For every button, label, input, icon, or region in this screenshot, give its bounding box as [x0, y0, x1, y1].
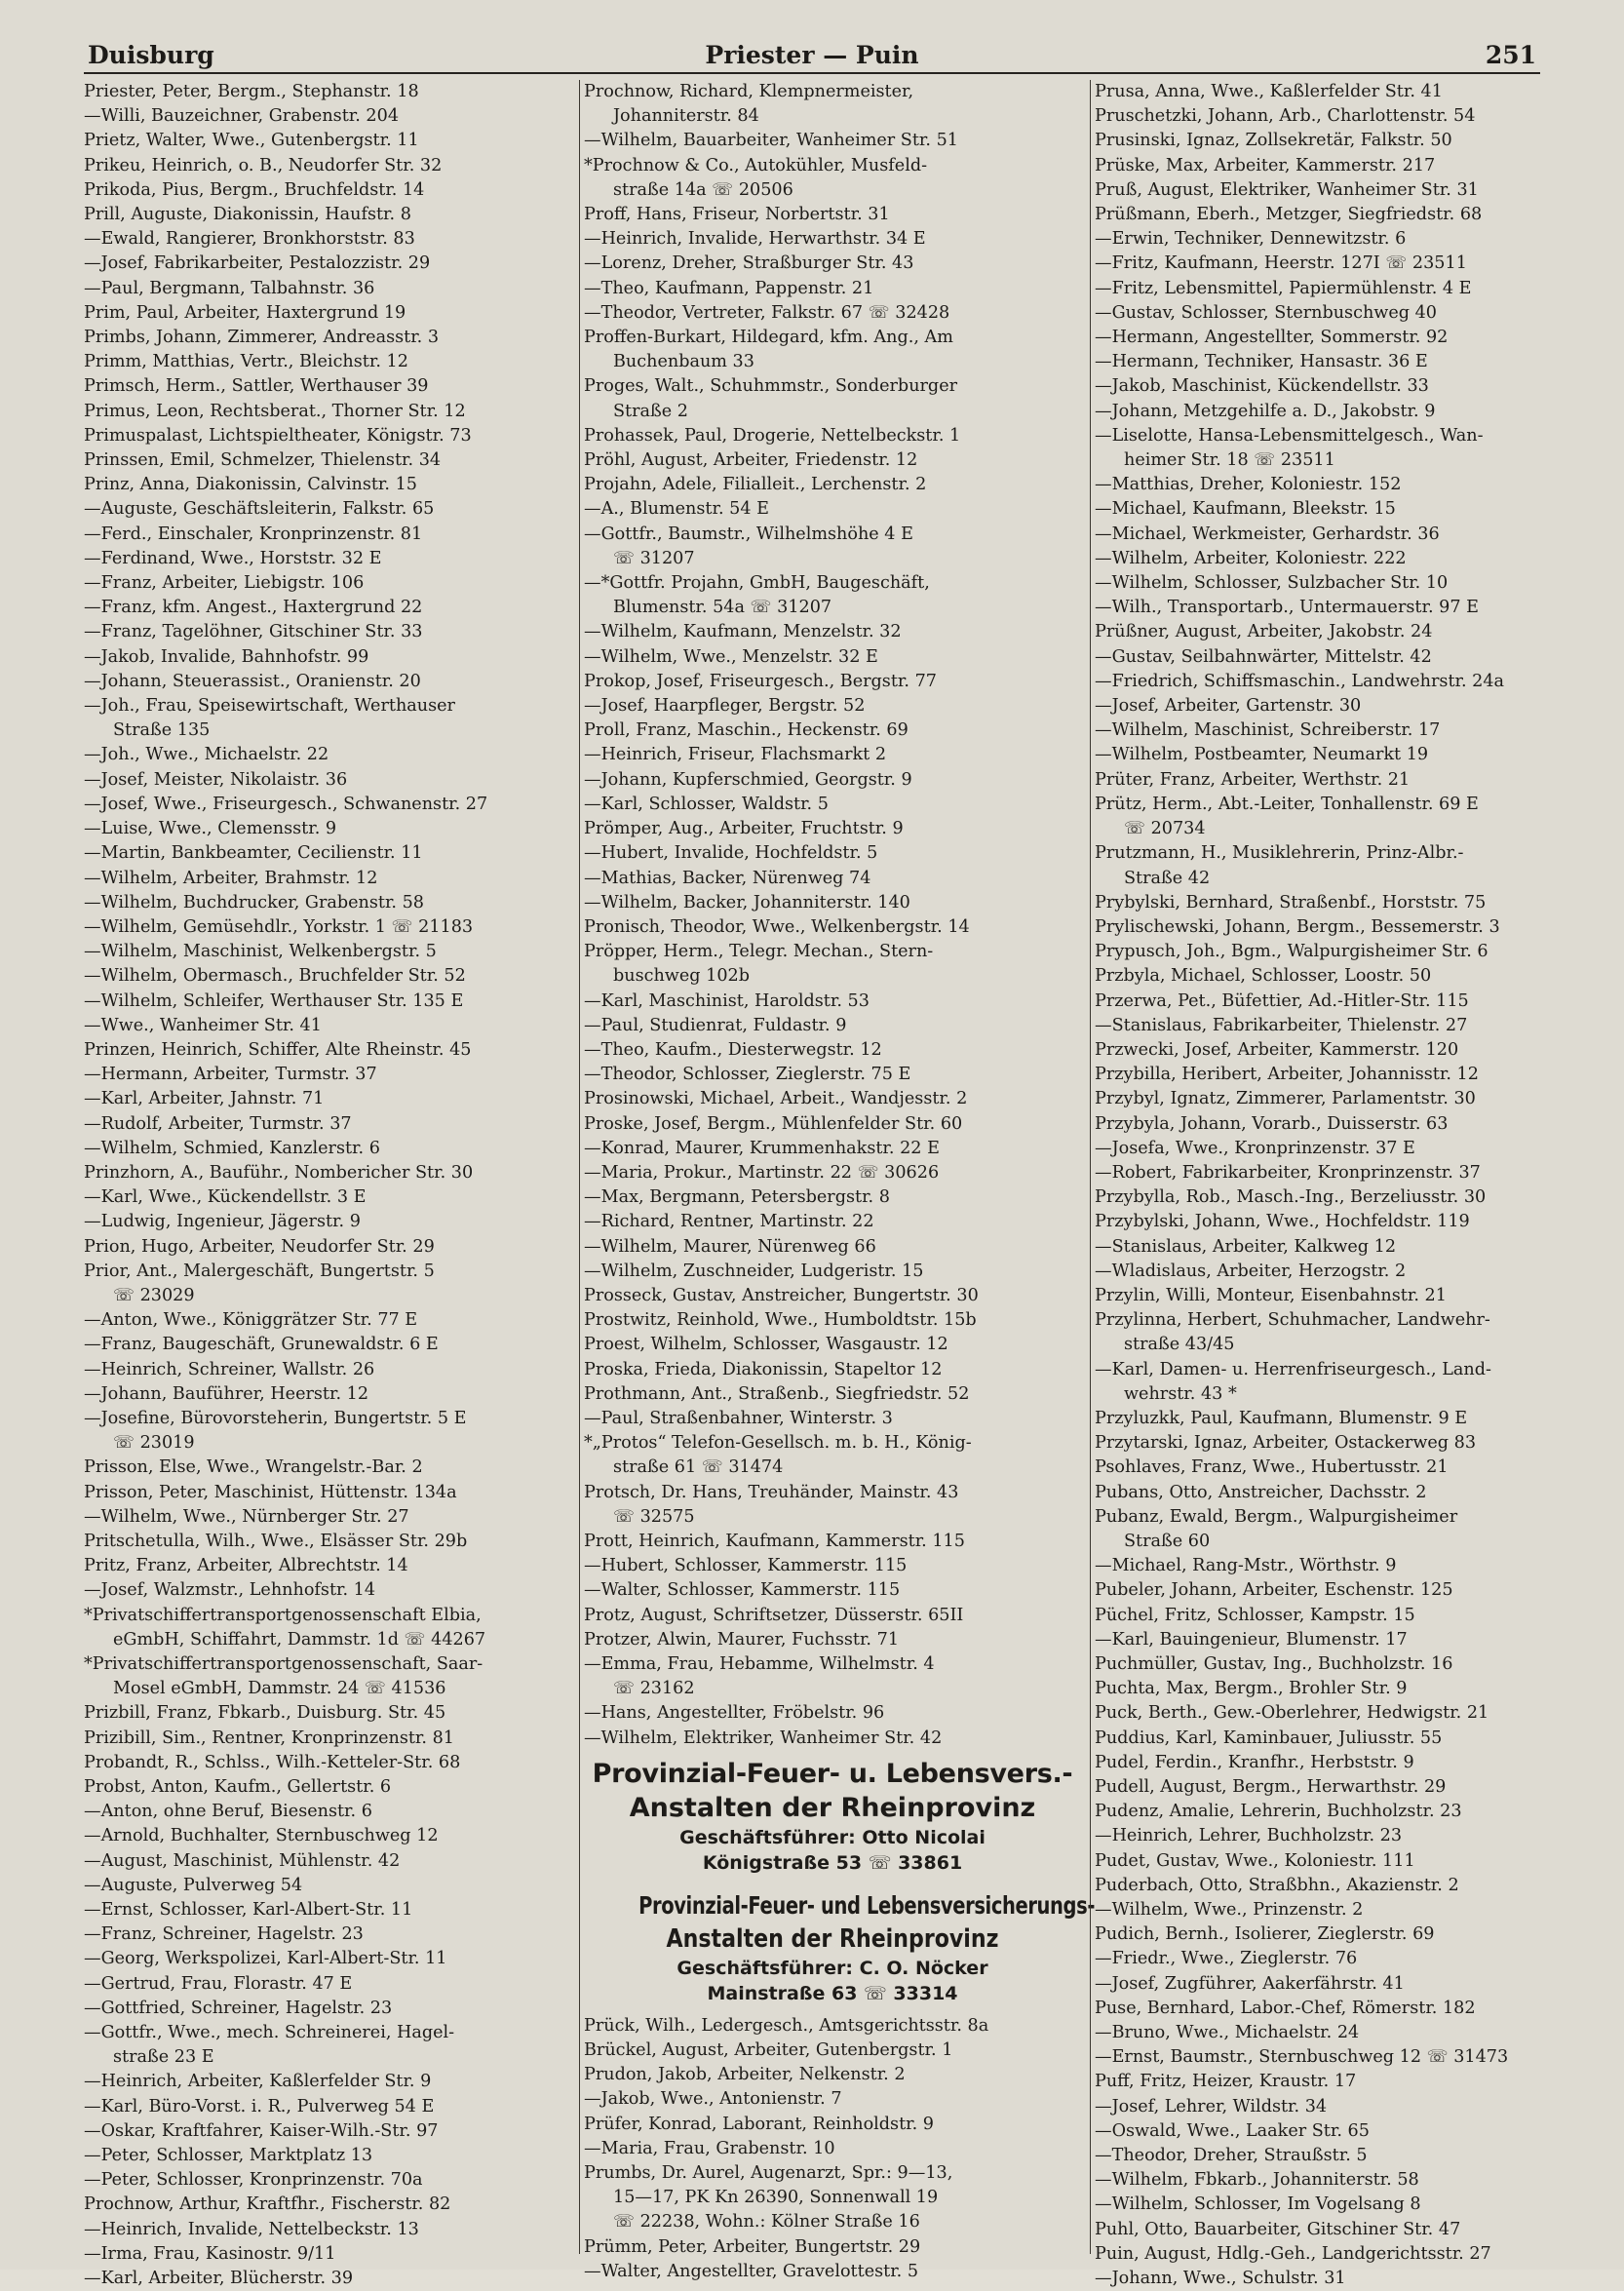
directory-entry: —Michael, Werkmeister, Gerhardstr. 36 [1095, 524, 1440, 544]
directory-entry: Protzer, Alwin, Maurer, Fuchsstr. 71 [584, 1629, 900, 1650]
directory-entry: —Wilhelm, Maschinist, Schreiberstr. 17 [1095, 720, 1441, 741]
directory-entry: Pronisch, Theodor, Wwe., Welkenbergstr. 14 [584, 916, 970, 937]
directory-entry: —Theodor, Vertreter, Falkstr. 67 ☏ 32428 [584, 302, 950, 323]
directory-entry: —Martin, Bankbeamter, Cecilienstr. 11 [84, 843, 423, 864]
directory-entry: —Wilhelm, Gemüsehdlr., Yorkstr. 1 ☏ 21183 [84, 916, 474, 937]
directory-entry: Prinzen, Heinrich, Schiffer, Alte Rheinstr. 45 [84, 1039, 472, 1060]
directory-entry: —Wwe., Wanheimer Str. 41 [84, 1015, 322, 1035]
directory-entry: Pudet, Gustav, Wwe., Koloniestr. 111 [1095, 1850, 1415, 1871]
directory-entry: Prypusch, Joh., Bgm., Walpurgisheimer Str. 6 [1095, 942, 1489, 962]
directory-entry: —Wilhelm, Arbeiter, Brahmstr. 12 [84, 868, 378, 888]
directory-entry: —Heinrich, Friseur, Flachsmarkt 2 [584, 745, 887, 765]
directory-entry: Proff, Hans, Friseur, Norbertstr. 31 [584, 205, 890, 225]
directory-entry: —Wilhelm, Zuschneider, Ludgeristr. 15 [584, 1261, 924, 1281]
directory-entry: Prüßner, August, Arbeiter, Jakobstr. 24 [1095, 622, 1433, 642]
directory-entry: Priester, Peter, Bergm., Stephanstr. 18 [84, 82, 419, 101]
directory-entry: Blumenstr. 54a ☏ 31207 [613, 598, 832, 618]
directory-entry: —Robert, Fabrikarbeiter, Kronprinzenstr. 37 [1095, 1162, 1481, 1183]
directory-entry: —Heinrich, Invalide, Herwarthstr. 34 E [584, 229, 926, 250]
directory-entry: Johanniterstr. 84 [613, 106, 759, 127]
directory-entry: Prinssen, Emil, Schmelzer, Thielenstr. 34 [84, 450, 442, 471]
directory-entry: wehrstr. 43 * [1124, 1383, 1237, 1404]
column-2 [579, 80, 1096, 2281]
directory-entry: Prim, Paul, Arbeiter, Haxtergrund 19 [84, 302, 406, 323]
directory-entry: —Johann, Metzgehilfe a. D., Jakobstr. 9 [1095, 401, 1436, 421]
ad-address: Königstraße 53 ☏ 33861 [702, 1851, 963, 1874]
directory-entry: Pubanz, Ewald, Bergm., Walpurgisheimer [1095, 1506, 1458, 1527]
directory-entry: —Gustav, Schlosser, Sternbuschweg 40 [1095, 302, 1437, 323]
directory-entry: —Friedrich, Schiffsmaschin., Landwehrstr. 24a [1095, 671, 1505, 691]
column-1 [84, 80, 573, 2289]
directory-entry: —Wilhelm, Obermasch., Bruchfelder Str. 52 [84, 966, 466, 987]
directory-entry: Pubeler, Johann, Arbeiter, Eschenstr. 125 [1095, 1580, 1453, 1601]
directory-entry: Proske, Josef, Bergm., Mühlenfelder Str. 60 [584, 1113, 963, 1134]
directory-entry: Przbyla, Michael, Schlosser, Loostr. 50 [1095, 966, 1432, 987]
directory-entry: Protsch, Dr. Hans, Treuhänder, Mainstr. 43 [584, 1482, 959, 1502]
directory-entry: Prück, Wilh., Ledergesch., Amtsgerichtsstr. 8a [584, 2015, 989, 2036]
directory-entry: Proska, Frieda, Diakonissin, Stapeltor 12 [584, 1359, 943, 1379]
directory-entry: Puin, August, Hdlg.-Geh., Landgerichtsstr. 27 [1095, 2243, 1491, 2264]
directory-entry: —Paul, Bergmann, Talbahnstr. 36 [84, 278, 375, 298]
directory-entry: —Heinrich, Lehrer, Buchholzstr. 23 [1095, 1826, 1403, 1846]
directory-entry: —Fritz, Lebensmittel, Papiermühlenstr. 4 E [1095, 278, 1472, 298]
directory-entry: —Wilhelm, Buchdrucker, Grabenstr. 58 [84, 892, 425, 913]
directory-entry: Proll, Franz, Maschin., Heckenstr. 69 [584, 720, 909, 741]
directory-entry: —Hermann, Arbeiter, Turmstr. 37 [84, 1065, 377, 1085]
directory-entry: Probst, Anton, Kaufm., Gellertstr. 6 [84, 1777, 392, 1798]
directory-entry: Przybilla, Heribert, Arbeiter, Johannisstr. 12 [1095, 1065, 1479, 1085]
directory-entry: *Prochnow & Co., Autokühler, Musfeld- [584, 155, 928, 175]
directory-entry: Prizbill, Franz, Fbkarb., Duisburg. Str. 45 [84, 1703, 446, 1724]
directory-entry: —Walter, Schlosser, Kammerstr. 115 [584, 1580, 901, 1601]
directory-entry: —August, Maschinist, Mühlenstr. 42 [84, 1850, 401, 1871]
directory-entry: —Karl, Maschinist, Haroldstr. 53 [584, 990, 870, 1011]
directory-entry: Projahn, Adele, Filialleit., Lerchenstr. 2 [584, 475, 927, 495]
directory-entry: *Privatschiffertransportgenossenschaft Elbia, [84, 1605, 482, 1625]
directory-entry: Przerwa, Pet., Büfettier, Ad.-Hitler-Str. 115 [1095, 990, 1469, 1011]
directory-entry: —Gertrud, Frau, Florastr. 47 E [84, 1973, 353, 1994]
header-name-range: Priester — Puin [705, 41, 919, 69]
directory-entry: —Karl, Büro-Vorst. i. R., Pulverweg 54 E [84, 2096, 435, 2116]
directory-entry: —Hermann, Angestellter, Sommerstr. 92 [1095, 328, 1449, 348]
directory-entry: Puchta, Max, Bergm., Brohler Str. 9 [1095, 1679, 1408, 1699]
directory-entry: Primuspalast, Lichtspieltheater, Königstr. 73 [84, 425, 472, 446]
directory-entry: Prisson, Peter, Maschinist, Hüttenstr. 134a [84, 1482, 457, 1502]
directory-entry: Prüßmann, Eberh., Metzger, Siegfriedstr. 68 [1095, 205, 1483, 225]
directory-entry: Straße 60 [1124, 1531, 1211, 1551]
directory-entry: Primbs, Johann, Zimmerer, Andreasstr. 3 [84, 328, 440, 348]
advertisement-nicolai [584, 1757, 1081, 1876]
directory-entry: —Franz, Arbeiter, Liebigstr. 106 [84, 573, 365, 594]
directory-entry: Prybylski, Bernhard, Straßenbf., Horststr. 75 [1095, 892, 1487, 913]
directory-entry: straße 23 E [113, 2047, 214, 2068]
directory-entry: —Hermann, Techniker, Hansastr. 36 E [1095, 352, 1428, 372]
directory-entry: *Privatschiffertransportgenossenschaft, Saar- [84, 1654, 483, 1674]
directory-entry: Prothmann, Ant., Straßenb., Siegfriedstr. 52 [584, 1383, 970, 1404]
directory-entry: Przybyla, Johann, Vorarb., Duisserstr. 63 [1095, 1113, 1449, 1134]
directory-entry: Prott, Heinrich, Kaufmann, Kammerstr. 115 [584, 1531, 965, 1551]
directory-entry: —Johann, Wwe., Schulstr. 31 [1095, 2269, 1346, 2289]
directory-entry: —Maria, Frau, Grabenstr. 10 [584, 2138, 835, 2158]
directory-entry: —Peter, Schlosser, Kronprinzenstr. 70a [84, 2170, 423, 2191]
directory-entry: Prumbs, Dr. Aurel, Augenarzt, Spr.: 9—13, [584, 2163, 953, 2184]
directory-entry: —Ferdinand, Wwe., Horststr. 32 E [84, 548, 382, 568]
directory-entry: Prütz, Herm., Abt.-Leiter, Tonhallenstr. 69 E [1095, 794, 1479, 814]
header-city: Duisburg [88, 41, 214, 69]
directory-entry: Puderbach, Otto, Straßbhn., Akazienstr. 2 [1095, 1875, 1459, 1895]
column-3 [1090, 80, 1549, 2289]
directory-entry: —Karl, Schlosser, Waldstr. 5 [584, 794, 829, 814]
directory-entry: —Hans, Angestellter, Fröbelstr. 96 [584, 1703, 885, 1724]
directory-entry: —Wilhelm, Maschinist, Welkenbergstr. 5 [84, 942, 437, 962]
directory-entry: straße 14a ☏ 20506 [613, 179, 793, 200]
directory-entry: Puddius, Karl, Kaminbauer, Juliusstr. 55 [1095, 1728, 1443, 1748]
directory-entry: —Peter, Schlosser, Marktplatz 13 [84, 2146, 373, 2166]
directory-entry: Prinzhorn, A., Bauführ., Nombericher Str. 30 [84, 1162, 474, 1183]
directory-entry: eGmbH, Schiffahrt, Dammstr. 1d ☏ 44267 [113, 1629, 486, 1650]
directory-entry: —Emma, Frau, Hebamme, Wilhelmstr. 4 [584, 1654, 935, 1674]
directory-entry: —Ernst, Schlosser, Karl-Albert-Str. 11 [84, 1900, 413, 1921]
directory-entry: —Oswald, Wwe., Laaker Str. 65 [1095, 2120, 1370, 2141]
directory-entry: —Hubert, Schlosser, Kammerstr. 115 [584, 1556, 908, 1576]
directory-entry: Prill, Auguste, Diakonissin, Haufstr. 8 [84, 205, 411, 225]
directory-entry: Pubans, Otto, Anstreicher, Dachsstr. 2 [1095, 1482, 1427, 1502]
directory-entry: —Josef, Zugführer, Aakerfährstr. 41 [1095, 1973, 1405, 1994]
ad-address: Mainstraße 63 ☏ 33314 [707, 1982, 958, 2004]
directory-entry: —Wilhelm, Kaufmann, Menzelstr. 32 [584, 622, 902, 642]
page-number: 251 [1485, 41, 1536, 69]
advertisement-noecker [584, 1889, 1096, 2006]
directory-entry: —Wilhelm, Arbeiter, Koloniestr. 222 [1095, 548, 1407, 568]
directory-entry: —Paul, Studienrat, Fuldastr. 9 [584, 1015, 847, 1035]
directory-entry: Prior, Ant., Malergeschäft, Bungertstr. 5 [84, 1261, 435, 1281]
directory-entry: —*Gottfr. Projahn, GmbH, Baugeschäft, [584, 573, 930, 594]
directory-entry: —A., Blumenstr. 54 E [584, 499, 769, 520]
directory-entry: —Joh., Wwe., Michaelstr. 22 [84, 745, 329, 765]
directory-entry: —Franz, kfm. Angest., Haxtergrund 22 [84, 598, 423, 618]
directory-entry: —Johann, Bauführer, Heerstr. 12 [84, 1383, 369, 1404]
page-header [84, 39, 1540, 74]
directory-entry: Prosseck, Gustav, Anstreicher, Bungertstr. 30 [584, 1285, 979, 1305]
ad-title-line1: Provinzial-Feuer- und Lebensversicherungs- [638, 1890, 1096, 1920]
directory-entry: —Mathias, Backer, Nürenweg 74 [584, 868, 871, 888]
directory-entry: —Josef, Walzmstr., Lehnhofstr. 14 [84, 1580, 376, 1601]
directory-entry: Prusinski, Ignaz, Zollsekretär, Falkstr. 50 [1095, 131, 1452, 151]
directory-entry: Straße 42 [1124, 868, 1211, 888]
directory-entry: Prutzmann, H., Musiklehrerin, Prinz-Albr.- [1095, 843, 1464, 864]
directory-entry: straße 61 ☏ 31474 [613, 1457, 784, 1478]
directory-entry: —Joh., Frau, Speisewirtschaft, Werthauser [84, 696, 455, 717]
directory-entry: —Wilhelm, Postbeamter, Neumarkt 19 [1095, 745, 1429, 765]
directory-entry: Przylin, Willi, Monteur, Eisenbahnstr. 21 [1095, 1285, 1447, 1305]
directory-entry: Puchmüller, Gustav, Ing., Buchholzstr. 16 [1095, 1654, 1453, 1674]
directory-entry: —Theo, Kaufm., Diesterwegstr. 12 [584, 1039, 882, 1060]
directory-entry: —Josef, Fabrikarbeiter, Pestalozzistr. 29 [84, 253, 431, 274]
directory-entry: Przybylla, Rob., Masch.-Ing., Berzeliusstr. 30 [1095, 1187, 1487, 1208]
directory-entry: Straße 135 [113, 720, 211, 741]
directory-entry: —Luise, Wwe., Clemensstr. 9 [84, 819, 337, 839]
directory-entry: —Michael, Rang-Mstr., Wörthstr. 9 [1095, 1556, 1397, 1576]
directory-entry: Pröhl, August, Arbeiter, Friedenstr. 12 [584, 450, 918, 471]
directory-entry: —Ludwig, Ingenieur, Jägerstr. 9 [84, 1212, 361, 1232]
directory-entry: Mosel eGmbH, Dammstr. 24 ☏ 41536 [113, 1679, 446, 1699]
directory-entry: Proges, Walt., Schuhmmstr., Sonderburger [584, 376, 958, 397]
directory-entry: ☏ 20734 [1124, 819, 1206, 839]
directory-entry: —Gottfr., Wwe., mech. Schreinerei, Hagel- [84, 2023, 455, 2043]
directory-entry: —Georg, Werkspolizei, Karl-Albert-Str. 11 [84, 1949, 447, 1969]
directory-entry: —Wilhelm, Wwe., Menzelstr. 32 E [584, 646, 878, 667]
directory-entry: —Wilhelm, Schleifer, Werthauser Str. 135 E [84, 990, 464, 1011]
directory-entry: Prizibill, Sim., Rentner, Kronprinzenstr. 81 [84, 1728, 454, 1748]
directory-entry: straße 43/45 [1124, 1335, 1235, 1355]
directory-entry: —Heinrich, Arbeiter, Kaßlerfelder Str. 9 [84, 2072, 432, 2092]
directory-entry: Puhl, Otto, Bauarbeiter, Gitschiner Str. 47 [1095, 2219, 1461, 2239]
directory-entry: ☏ 23162 [613, 1679, 695, 1699]
directory-entry: ☏ 32575 [613, 1506, 695, 1527]
directory-entry: —Wilh., Transportarb., Untermauerstr. 97 E [1095, 598, 1479, 618]
directory-entry: —Walter, Angestellter, Gravelottestr. 5 [584, 2261, 919, 2281]
directory-entry: —Jakob, Wwe., Antonienstr. 7 [584, 2089, 842, 2110]
directory-entry: Puse, Bernhard, Labor.-Chef, Römerstr. 182 [1095, 1998, 1476, 2018]
directory-entry: —Johann, Kupferschmied, Georgstr. 9 [584, 769, 912, 790]
directory-entry: —Franz, Schreiner, Hagelstr. 23 [84, 1924, 364, 1945]
directory-entry: —Wilhelm, Bauarbeiter, Wanheimer Str. 51 [584, 131, 958, 151]
directory-entry: —Franz, Baugeschäft, Grunewaldstr. 6 E [84, 1335, 439, 1355]
directory-entry: Prion, Hugo, Arbeiter, Neudorfer Str. 29 [84, 1236, 435, 1257]
directory-entry: —Theodor, Dreher, Straußstr. 5 [1095, 2146, 1368, 2166]
directory-entry: —Karl, Arbeiter, Jahnstr. 71 [84, 1089, 325, 1109]
directory-entry: Straße 2 [613, 401, 688, 421]
directory-entry: Prochnow, Richard, Klempnermeister, [584, 82, 914, 101]
directory-entry: Pruß, August, Elektriker, Wanheimer Str. 31 [1095, 179, 1479, 200]
directory-entry: —Wilhelm, Elektriker, Wanheimer Str. 42 [584, 1728, 943, 1748]
ad-manager: Geschäftsführer: C. O. Nöcker [677, 1957, 988, 1979]
directory-entry: —Ernst, Baumstr., Sternbuschweg 12 ☏ 31473 [1095, 2047, 1509, 2068]
directory-entry: —Josef, Arbeiter, Gartenstr. 30 [1095, 696, 1362, 717]
directory-entry: Przwecki, Josef, Arbeiter, Kammerstr. 120 [1095, 1039, 1459, 1060]
directory-entry: Pudich, Bernh., Isolierer, Zieglerstr. 69 [1095, 1924, 1435, 1945]
directory-entry: Prohassek, Paul, Drogerie, Nettelbeckstr. 1 [584, 425, 961, 446]
directory-entry: Primsch, Herm., Sattler, Werthauser 39 [84, 376, 429, 397]
directory-entry: —Oskar, Kraftfahrer, Kaiser-Wilh.-Str. 97 [84, 2120, 439, 2141]
directory-entry: —Wilhelm, Backer, Johanniterstr. 140 [584, 892, 910, 913]
ad-manager: Geschäftsführer: Otto Nicolai [679, 1826, 986, 1848]
directory-entry: Prylischewski, Johann, Bergm., Bessemerstr. 3 [1095, 916, 1500, 937]
directory-entry: —Anton, Wwe., Königgrätzer Str. 77 E [84, 1310, 418, 1331]
column-2-entries-bottom [584, 2014, 1081, 2284]
directory-entry: Prüfer, Konrad, Laborant, Reinholdstr. 9 [584, 2114, 935, 2134]
directory-entry: —Auguste, Geschäftsleiterin, Falkstr. 65 [84, 499, 435, 520]
directory-entry: —Josef, Haarpfleger, Bergstr. 52 [584, 696, 866, 717]
directory-entry: —Johann, Steuerassist., Oranienstr. 20 [84, 671, 421, 691]
directory-entry: —Wilhelm, Schmied, Kanzlerstr. 6 [84, 1138, 380, 1158]
directory-entry: —Stanislaus, Arbeiter, Kalkweg 12 [1095, 1236, 1397, 1257]
directory-entry: buschweg 102b [613, 966, 750, 987]
directory-entry: —Ferd., Einschaler, Kronprinzenstr. 81 [84, 524, 423, 544]
directory-entry: Prüske, Max, Arbeiter, Kammerstr. 217 [1095, 155, 1436, 175]
directory-entry: Prusa, Anna, Wwe., Kaßlerfelder Str. 41 [1095, 82, 1443, 101]
directory-entry: —Richard, Rentner, Martinstr. 22 [584, 1212, 874, 1232]
directory-entry: Prosinowski, Michael, Arbeit., Wandjesstr. 2 [584, 1089, 968, 1109]
directory-entry: —Franz, Tagelöhner, Gitschiner Str. 33 [84, 622, 423, 642]
directory-entry: —Karl, Damen- u. Herrenfriseurgesch., Land- [1095, 1359, 1491, 1379]
directory-entry: Psohlaves, Franz, Wwe., Hubertusstr. 21 [1095, 1457, 1449, 1478]
directory-entry: ☏ 23019 [113, 1433, 195, 1454]
directory-entry: —Hubert, Invalide, Hochfeldstr. 5 [584, 843, 878, 864]
directory-entry: Przybyl, Ignatz, Zimmerer, Parlamentstr. 30 [1095, 1089, 1476, 1109]
directory-entry: Prömper, Aug., Arbeiter, Fruchtstr. 9 [584, 819, 904, 839]
directory-entry: —Fritz, Kaufmann, Heerstr. 127I ☏ 23511 [1095, 253, 1467, 274]
directory-entry: Proest, Wilhelm, Schlosser, Wasgaustr. 12 [584, 1335, 948, 1355]
directory-entry: —Heinrich, Invalide, Nettelbeckstr. 13 [84, 2219, 419, 2239]
directory-entry: Pudel, Ferdin., Kranfhr., Herbststr. 9 [1095, 1752, 1414, 1772]
directory-entry: —Josefine, Bürovorsteherin, Bungertstr. 5 E [84, 1408, 467, 1428]
directory-entry: Prümm, Peter, Arbeiter, Bungertstr. 29 [584, 2236, 921, 2257]
directory-entry: Prüter, Franz, Arbeiter, Werthstr. 21 [1095, 769, 1411, 790]
directory-entry: Pröpper, Herm., Telegr. Mechan., Stern- [584, 942, 934, 962]
directory-entry: Pudenz, Amalie, Lehrerin, Buchholzstr. 23 [1095, 1802, 1462, 1822]
directory-entry: Pudell, August, Bergm., Herwarthstr. 29 [1095, 1777, 1447, 1798]
directory-entry: —Heinrich, Schreiner, Wallstr. 26 [84, 1359, 375, 1379]
directory-entry: —Matthias, Dreher, Koloniestr. 152 [1095, 475, 1402, 495]
directory-entry: Protz, August, Schriftsetzer, Düsserstr. 65II [584, 1605, 964, 1625]
directory-entry: Prinz, Anna, Diakonissin, Calvinstr. 15 [84, 475, 417, 495]
directory-entry: Prokop, Josef, Friseurgesch., Bergstr. 77 [584, 671, 937, 691]
directory-entry: —Paul, Straßenbahner, Winterstr. 3 [584, 1408, 893, 1428]
directory-entry: —Gottfried, Schreiner, Hagelstr. 23 [84, 1998, 393, 2018]
directory-entry: —Josef, Wwe., Friseurgesch., Schwanenstr. 27 [84, 794, 488, 814]
directory-entry: Püchel, Fritz, Schlosser, Kampstr. 15 [1095, 1605, 1415, 1625]
ad-title-line2: Anstalten der Rheinprovinz [666, 1923, 999, 1954]
directory-entry: —Wladislaus, Arbeiter, Herzogstr. 2 [1095, 1261, 1407, 1281]
directory-entry: Prikeu, Heinrich, o. B., Neudorfer Str. 32 [84, 155, 443, 175]
directory-entry: —Maria, Prokur., Martinstr. 22 ☏ 30626 [584, 1162, 940, 1183]
directory-entry: —Willi, Bauzeichner, Grabenstr. 204 [84, 106, 400, 127]
directory-entry: Buchenbaum 33 [613, 352, 754, 372]
directory-entry: Probandt, R., Schlss., Wilh.-Ketteler-Str. 68 [84, 1752, 461, 1772]
directory-entry: 15—17, PK Kn 26390, Sonnenwall 19 [613, 2188, 939, 2208]
directory-entry: —Michael, Kaufmann, Bleekstr. 15 [1095, 499, 1396, 520]
directory-entry: —Irma, Frau, Kasinostr. 9/11 [84, 2243, 336, 2264]
directory-entry: Puck, Berth., Gew.-Oberlehrer, Hedwigstr. 21 [1095, 1703, 1489, 1724]
directory-entry: ☏ 22238, Wohn.: Kölner Straße 16 [613, 2212, 920, 2233]
directory-entry: *„Protos“ Telefon-Gesellsch. m. b. H., König- [584, 1433, 972, 1454]
directory-entry: —Karl, Wwe., Kückendellstr. 3 E [84, 1187, 367, 1208]
directory-entry: Pruschetzki, Johann, Arb., Charlottenstr. 54 [1095, 106, 1476, 127]
directory-entry: —Josef, Meister, Nikolaistr. 36 [84, 769, 348, 790]
directory-entry: Pritz, Franz, Arbeiter, Albrechtstr. 14 [84, 1556, 408, 1576]
directory-entry: —Gottfr., Baumstr., Wilhelmshöhe 4 E [584, 524, 913, 544]
directory-entry: ☏ 31207 [613, 548, 695, 568]
column-2-entries-top [584, 80, 1081, 1751]
directory-entry: Prochnow, Arthur, Kraftfhr., Fischerstr. 82 [84, 2194, 451, 2215]
directory-entry: —Wilhelm, Fbkarb., Johanniterstr. 58 [1095, 2170, 1419, 2191]
directory-entry: Prikoda, Pius, Bergm., Bruchfeldstr. 14 [84, 179, 425, 200]
directory-entry: —Erwin, Techniker, Dennewitzstr. 6 [1095, 229, 1407, 250]
directory-entry: —Friedr., Wwe., Zieglerstr. 76 [1095, 1949, 1358, 1969]
directory-entry: —Stanislaus, Fabrikarbeiter, Thielenstr. 27 [1095, 1015, 1468, 1035]
directory-entry: ☏ 23029 [113, 1285, 195, 1305]
directory-entry: —Anton, ohne Beruf, Biesenstr. 6 [84, 1802, 372, 1822]
ad-title-line2: Anstalten der Rheinprovinz [629, 1792, 1036, 1823]
directory-entry: Brückel, August, Arbeiter, Gutenbergstr. 1 [584, 2040, 953, 2061]
directory-entry: heimer Str. 18 ☏ 23511 [1124, 450, 1335, 471]
directory-entry: —Josefa, Wwe., Kronprinzenstr. 37 E [1095, 1138, 1415, 1158]
directory-entry: Prudon, Jakob, Arbeiter, Nelkenstr. 2 [584, 2065, 906, 2085]
directory-entry: Puff, Fritz, Heizer, Kraustr. 17 [1095, 2072, 1357, 2092]
directory-entry: —Theo, Kaufmann, Pappenstr. 21 [584, 278, 874, 298]
directory-entry: Przylinna, Herbert, Schuhmacher, Landwehr- [1095, 1310, 1490, 1331]
directory-entry: —Josef, Lehrer, Wildstr. 34 [1095, 2096, 1328, 2116]
directory-entry: —Wilhelm, Schlosser, Sulzbacher Str. 10 [1095, 573, 1449, 594]
directory-entry: —Wilhelm, Schlosser, Im Vogelsang 8 [1095, 2194, 1421, 2215]
directory-entry: Pritschetulla, Wilh., Wwe., Elsässer Str. 29b [84, 1531, 468, 1551]
directory-entry: —Wilhelm, Maurer, Nürenweg 66 [584, 1236, 876, 1257]
directory-entry: —Auguste, Pulverweg 54 [84, 1875, 303, 1895]
directory-entry: —Max, Bergmann, Petersbergstr. 8 [584, 1187, 890, 1208]
directory-entry: —Wilhelm, Wwe., Nürnberger Str. 27 [84, 1506, 409, 1527]
directory-entry: Primm, Matthias, Vertr., Bleichstr. 12 [84, 352, 408, 372]
directory-entry: —Theodor, Schlosser, Zieglerstr. 75 E [584, 1065, 911, 1085]
directory-entry: —Gustav, Seilbahnwärter, Mittelstr. 42 [1095, 646, 1432, 667]
directory-entry: Prostwitz, Reinhold, Wwe., Humboldtstr. 15b [584, 1310, 977, 1331]
directory-entry: Prisson, Else, Wwe., Wrangelstr.-Bar. 2 [84, 1457, 423, 1478]
directory-entry: —Karl, Bauingenieur, Blumenstr. 17 [1095, 1629, 1408, 1650]
directory-entry: —Jakob, Invalide, Bahnhofstr. 99 [84, 646, 369, 667]
directory-entry: Prietz, Walter, Wwe., Gutenbergstr. 11 [84, 131, 419, 151]
directory-entry: Primus, Leon, Rechtsberat., Thorner Str. 12 [84, 401, 466, 421]
directory-entry: —Ewald, Rangierer, Bronkhorststr. 83 [84, 229, 415, 250]
directory-entry: —Lorenz, Dreher, Straßburger Str. 43 [584, 253, 914, 274]
directory-entry: —Arnold, Buchhalter, Sternbuschweg 12 [84, 1826, 439, 1846]
directory-entry: —Karl, Arbeiter, Blücherstr. 39 [84, 2269, 354, 2289]
directory-entry: Przybylski, Johann, Wwe., Hochfeldstr. 119 [1095, 1212, 1470, 1232]
directory-entry: Przytarski, Ignaz, Arbeiter, Ostackerweg 83 [1095, 1433, 1477, 1454]
ad-title-line1: Provinzial-Feuer- u. Lebensvers.- [592, 1758, 1073, 1789]
directory-entry: Proffen-Burkart, Hildegard, kfm. Ang., Am [584, 328, 953, 348]
directory-entry: —Konrad, Maurer, Krummenhakstr. 22 E [584, 1138, 940, 1158]
directory-entry: —Rudolf, Arbeiter, Turmstr. 37 [84, 1113, 352, 1134]
directory-entry: —Bruno, Wwe., Michaelstr. 24 [1095, 2023, 1360, 2043]
directory-entry: Przyluzkk, Paul, Kaufmann, Blumenstr. 9 E [1095, 1408, 1468, 1428]
directory-entry: —Jakob, Maschinist, Kückendellstr. 33 [1095, 376, 1429, 397]
directory-entry: —Wilhelm, Wwe., Prinzenstr. 2 [1095, 1900, 1364, 1921]
directory-entry: —Liselotte, Hansa-Lebensmittelgesch., Wan- [1095, 425, 1484, 446]
